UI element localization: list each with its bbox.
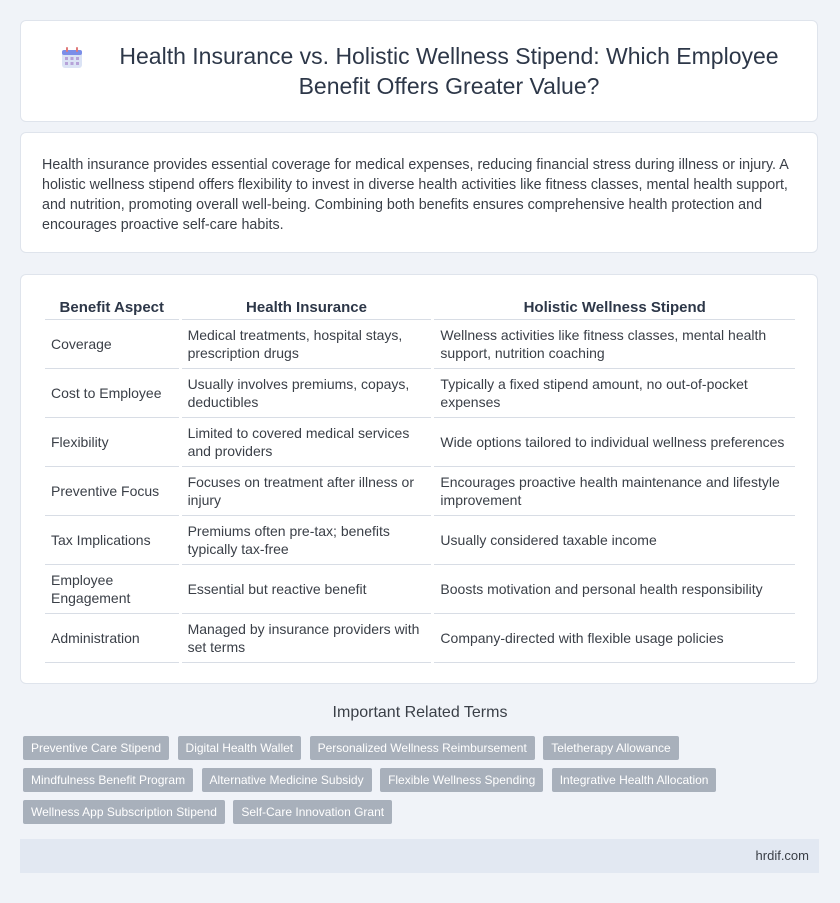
footer-site-link[interactable]: hrdif.com: [755, 848, 809, 863]
table-cell: Cost to Employee: [45, 369, 179, 418]
table-cell: Company-directed with flexible usage policies: [434, 614, 795, 663]
related-term-tag[interactable]: Digital Health Wallet: [178, 736, 302, 760]
table-cell: Usually considered taxable income: [434, 516, 795, 565]
table-cell: Encourages proactive health maintenance and lifestyle improvement: [434, 467, 795, 516]
comparison-table-card: [20, 274, 818, 684]
table-cell: Employee Engagement: [45, 565, 179, 614]
table-cell: Preventive Focus: [45, 467, 179, 516]
table-cell: Premiums often pre-tax; benefits typically tax-free: [182, 516, 432, 565]
table-row: [45, 467, 795, 516]
related-term-tag[interactable]: Flexible Wellness Spending: [380, 768, 543, 792]
intro-card: [20, 132, 818, 253]
footer: [20, 839, 819, 873]
table-row: [45, 418, 795, 467]
related-terms-list: [23, 736, 723, 832]
related-term-tag[interactable]: Self-Care Innovation Grant: [233, 800, 392, 824]
intro-paragraph: Health insurance provides essential coverage for medical expenses, reducing financial stress during illness or injury. A holistic wellness stipend offers flexibility to invest in diverse health activities like fitness classes, mental health support, and nutrition, promoting overall well-being. Combining both benefits ensures comprehensive health protection and encourages proactive self-care habits.: [42, 157, 788, 233]
table-row: [45, 369, 795, 418]
related-term-tag[interactable]: Integrative Health Allocation: [552, 768, 717, 792]
table-cell: Managed by insurance providers with set terms: [182, 614, 432, 663]
comparison-table: [42, 295, 798, 663]
table-row: [45, 320, 795, 369]
related-term-tag[interactable]: Wellness App Subscription Stipend: [23, 800, 225, 824]
table-cell: Coverage: [45, 320, 179, 369]
table-cell: Usually involves premiums, copays, deductibles: [182, 369, 432, 418]
table-row: [45, 565, 795, 614]
column-header: Holistic Wellness Stipend: [434, 295, 795, 320]
table-cell: Essential but reactive benefit: [182, 565, 432, 614]
related-term-tag[interactable]: Personalized Wellness Reimbursement: [310, 736, 535, 760]
column-header: Health Insurance: [182, 295, 432, 320]
table-cell: Limited to covered medical services and providers: [182, 418, 432, 467]
table-header-row: [45, 295, 795, 320]
table-row: [45, 614, 795, 663]
table-cell: Boosts motivation and personal health responsibility: [434, 565, 795, 614]
table-cell: Wellness activities like fitness classes, mental health support, nutrition coaching: [434, 320, 795, 369]
page-title: Health Insurance vs. Holistic Wellness Stipend: Which Employee Benefit Offers Greater Value?: [119, 43, 779, 99]
table-cell: Typically a fixed stipend amount, no out-of-pocket expenses: [434, 369, 795, 418]
related-term-tag[interactable]: Preventive Care Stipend: [23, 736, 169, 760]
table-cell: Administration: [45, 614, 179, 663]
related-term-tag[interactable]: Alternative Medicine Subsidy: [202, 768, 372, 792]
table-cell: Wide options tailored to individual wellness preferences: [434, 418, 795, 467]
related-term-tag[interactable]: Teletherapy Allowance: [543, 736, 678, 760]
column-header: Benefit Aspect: [45, 295, 179, 320]
title-card: [20, 20, 818, 122]
related-term-tag[interactable]: Mindfulness Benefit Program: [23, 768, 193, 792]
related-terms-title: Important Related Terms: [332, 704, 508, 721]
table-cell: Flexibility: [45, 418, 179, 467]
table-cell: Medical treatments, hospital stays, prescription drugs: [182, 320, 432, 369]
table-row: [45, 516, 795, 565]
table-cell: Tax Implications: [45, 516, 179, 565]
table-cell: Focuses on treatment after illness or injury: [182, 467, 432, 516]
